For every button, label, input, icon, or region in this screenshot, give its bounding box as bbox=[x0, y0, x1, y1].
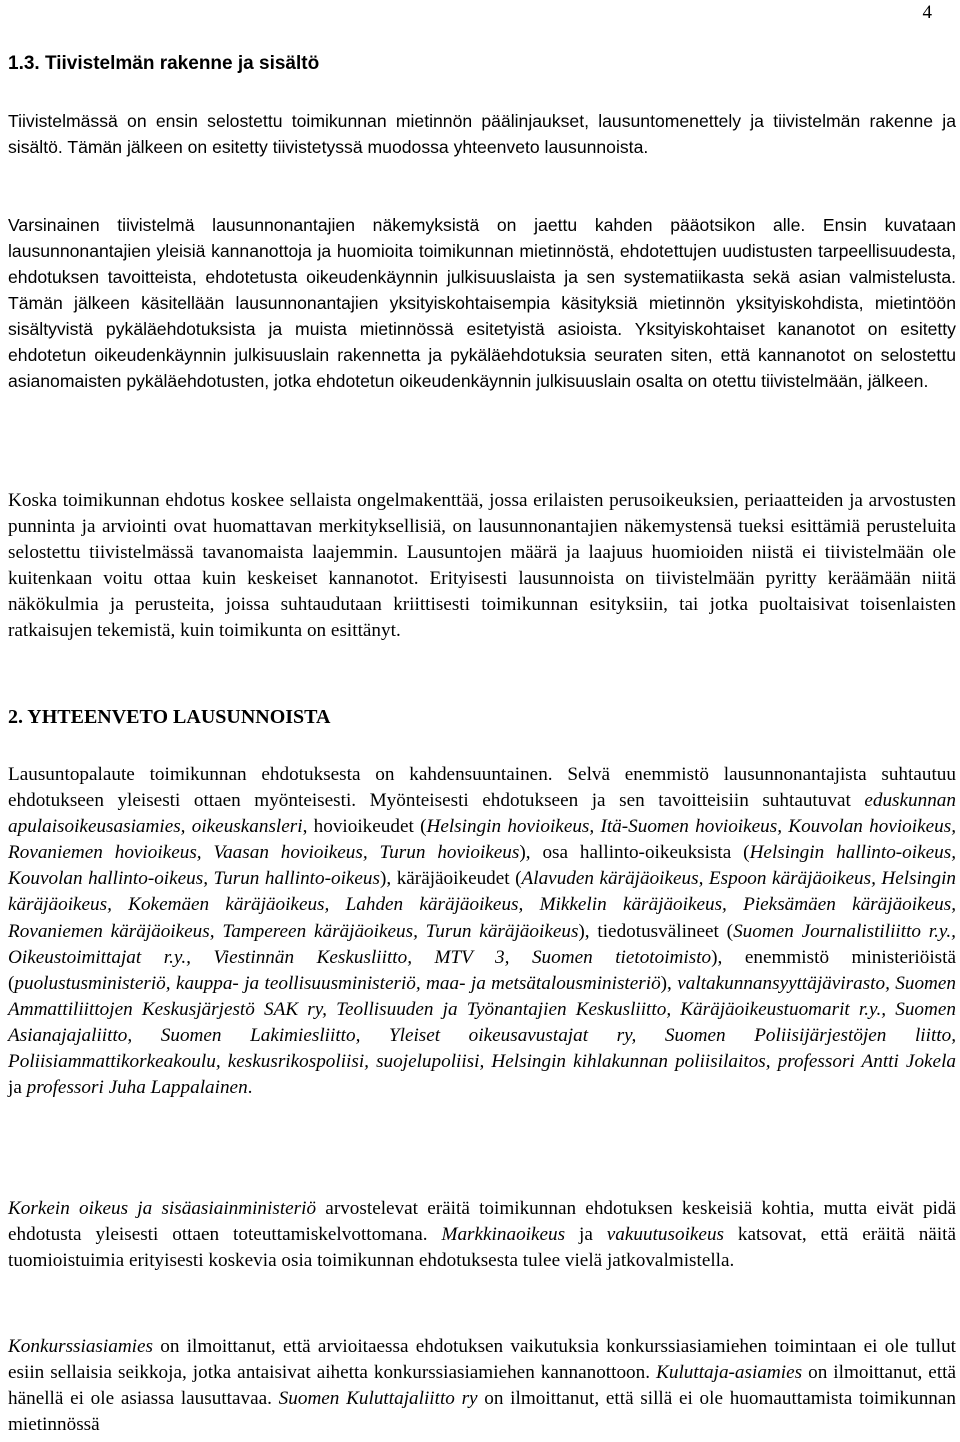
intro-sentence-1: Varsinainen tiivistelmä lausunnonantajien näkemyksistä on jaettu kahden pääotsikon alle. bbox=[8, 215, 806, 235]
paragraph-konkurssi bbox=[8, 1334, 956, 1438]
summary-org-list-8: professori Juha Lappalainen bbox=[26, 1077, 248, 1099]
intro-paragraph-2 bbox=[8, 212, 956, 394]
summary-text-7: ja bbox=[8, 1077, 27, 1099]
summary-org-list-2: Helsingin hovioikeus, Itä-Suomen hovioikeus, Kouvolan hovioikeus, Rovaniemen hovioikeus, Vaasan hovioikeus, Turun hovioikeus bbox=[8, 816, 956, 864]
koska-sentence-3: Erityisesti lausunnoista on tiivistelmään pyritty keräämään niitä näkökulmia ja perusteita, joissa suhtaudutaan kriittisesti toimikunnan esityksiin, tai jotka puoltaisivat toisenlaisten ratkaisujen tekemistä, kuin toimikunta on esittänyt. bbox=[8, 568, 956, 642]
summary-paragraph bbox=[8, 762, 956, 1101]
summary-text-6: ), bbox=[660, 972, 678, 994]
summary-org-list-7: valtakunnansyyttäjävirasto, Suomen Ammattiliittojen Keskusjärjestö SAK ry, Teollisuuden ja Työnantajien Keskusliitto, Käräjäoikeustuomarit r.y., Suomen Asianajajaliitto, Suomen Lakimiesliitto, Yleiset oikeusavustajat ry, Suomen Poliisijärjestöjen liitto, Poliisiammattikorkeakoulu, keskusrikospoliisi, suojelupoliisi, Helsingin kihlakunnan poliisilaitos, professori Antti Jokela bbox=[8, 972, 957, 1073]
summary-org-list-4: Alavuden käräjäoikeus, Espoon käräjäoikeus, Helsingin käräjäoikeus, Kokemäen käräjäoikeus, Lahden käräjäoikeus, Mikkelin käräjäoikeus, Pieksämäen käräjäoikeus, Rovaniemen käräjäoikeus, Tampereen käräjäoikeus, Turun käräjäoikeus bbox=[8, 868, 957, 942]
intro-paragraph-1: Tiivistelmässä on ensin selostettu toimikunnan mietinnön päälinjaukset, lausuntomenettely ja tiivistelmän rakenne ja sisältö. Tämän jälkeen on esitetty tiivistetyssä muodossa yhteenveto lausunnoista. bbox=[8, 111, 956, 157]
summary-text-5: ), enemmistö ministeriöistä ( bbox=[8, 946, 956, 994]
konkurssi-org-3: Suomen Kuluttajaliitto ry bbox=[278, 1388, 478, 1410]
summary-org-list-3: Helsingin hallinto-oikeus, Kouvolan hallinto-oikeus, Turun hallinto-oikeus bbox=[8, 842, 956, 890]
koska-sentence-1: Koska toimikunnan ehdotus koskee sellaista ongelmakenttää, jossa erilaisten perusoikeuksien, periaatteiden ja arvostusten punninta ja arviointi ovat huomattavan merkityksellisiä, on lausunnonantajien näkemystensä tueksi esittämiä perusteluita selostettu tiivistelmässä tavanomaista laajemmin. bbox=[8, 490, 956, 564]
intro-sentence-2: Ensin kuvataan lausunnonantajien yleisiä kannanottoja ja huomioita toimikunnan mietinnöstä, ehdotettujen uudistusten tarpeellisuudesta, ehdotuksen tavoitteista, ehdotetusta oikeudenkäynnin julkisuuslaista ja sen systematiikasta sekä asian valmistelusta. bbox=[8, 215, 956, 287]
korkein-org-2: Markkinaoikeus bbox=[441, 1224, 566, 1246]
paragraph-korkein bbox=[8, 1196, 956, 1274]
section-heading: 1.3. Tiivistelmän rakenne ja sisältö bbox=[8, 53, 320, 74]
chapter-heading: 2. YHTEENVETO LAUSUNNOISTA bbox=[8, 706, 331, 728]
korkein-org-1: Korkein oikeus ja sisäasiainministeriö bbox=[8, 1198, 317, 1219]
konkurssi-text-1: on ilmoittanut, että arvioitaessa ehdotuksen vaikutuksia konkurssiasiamiehen toimintaan ei ole tullut esiin sellaisia seikkoja, jotka antaisivat aihetta konkurssiasiamiehen kannanottoon. bbox=[8, 1336, 956, 1384]
page-number: 4 bbox=[922, 2, 932, 23]
korkein-text-3: katsovat, että eräitä näitä tuomioistuimia erityisesti koskevia osia toimikunnan ehdotuksesta tulee vielä jatkovalmistella. bbox=[8, 1224, 956, 1272]
summary-text-1: , hovioikeudet ( bbox=[302, 816, 427, 838]
korkein-text-2: ja bbox=[565, 1224, 607, 1246]
intro-sentence-3: Tämän jälkeen käsitellään lausunnonantajien yksityiskohtaisempia käsityksiä mietinnön yksityiskohdista, mietintöön sisältyvistä pykäläehdotuksista ja muista mietinnössä esitetyistä asioista. bbox=[8, 293, 956, 339]
summary-text-4: ), tiedotusvälineet ( bbox=[578, 920, 734, 942]
konkurssi-text-3: on ilmoittanut, että sillä ei ole huomauttamista toimikunnan mietinnössä bbox=[8, 1388, 956, 1436]
konkurssi-text-2: on ilmoittanut, että hänellä ei ole asiassa lausuttavaa. bbox=[8, 1362, 957, 1410]
korkein-org-3: vakuutusoikeus bbox=[606, 1224, 725, 1246]
summary-text-2: ), osa hallinto-oikeuksista ( bbox=[519, 842, 750, 864]
summary-org-list-6: puolustusministeriö, kauppa- ja teollisuusministeriö, maa- ja metsätalousministeriö bbox=[14, 972, 661, 994]
intro-sentence-4: Yksityiskohtaiset kananotot on esitetty ehdotetun oikeudenkäynnin julkisuuslain rakennetta ja pykäläehdotuksia seuraten siten, että kannanotot on selostettu asianomaisten pykäläehdotusten, jotka ehdotetun oikeudenkäynnin julkisuuslain osalta on otettu tiivistelmään, jälkeen. bbox=[8, 319, 956, 391]
summary-text-8: . bbox=[247, 1077, 253, 1099]
koska-sentence-2: Lausuntojen määrä ja laajuus huomioiden niistä ei tiivistelmään ole kuitenkaan voitu ottaa kuin keskeiset kannanotot. bbox=[8, 542, 957, 590]
paragraph-koska bbox=[8, 488, 956, 645]
korkein-text-1: arvostelevat eräitä toimikunnan ehdotuksen keskeisiä kohtia, mutta eivät pidä ehdotusta yleisesti ottaen toteuttamiskelvottomana. bbox=[8, 1198, 956, 1246]
summary-org-list-5: Suomen Journalistiliitto r.y., Oikeustoimittajat r.y., Viestinnän Keskusliitto, MTV 3, Suomen tietotoimisto bbox=[8, 920, 956, 968]
summary-text-3: ), käräjäoikeudet ( bbox=[380, 868, 522, 890]
summary-intro: Lausuntopalaute toimikunnan ehdotuksesta on kahdensuuntainen. Selvä enemmistö lausunnonantajista suhtautuu ehdotukseen yleisesti ottaen myönteisesti. Myönteisesti ehdotukseen ja sen tavoitteisiin suhtautuvat bbox=[8, 764, 956, 812]
summary-org-list-1: eduskunnan apulaisoikeusasiamies, oikeuskansleri bbox=[8, 790, 956, 838]
konkurssi-org-2: Kuluttaja-asiamies bbox=[656, 1362, 803, 1384]
konkurssi-org-1: Konkurssiasiamies bbox=[8, 1336, 153, 1357]
